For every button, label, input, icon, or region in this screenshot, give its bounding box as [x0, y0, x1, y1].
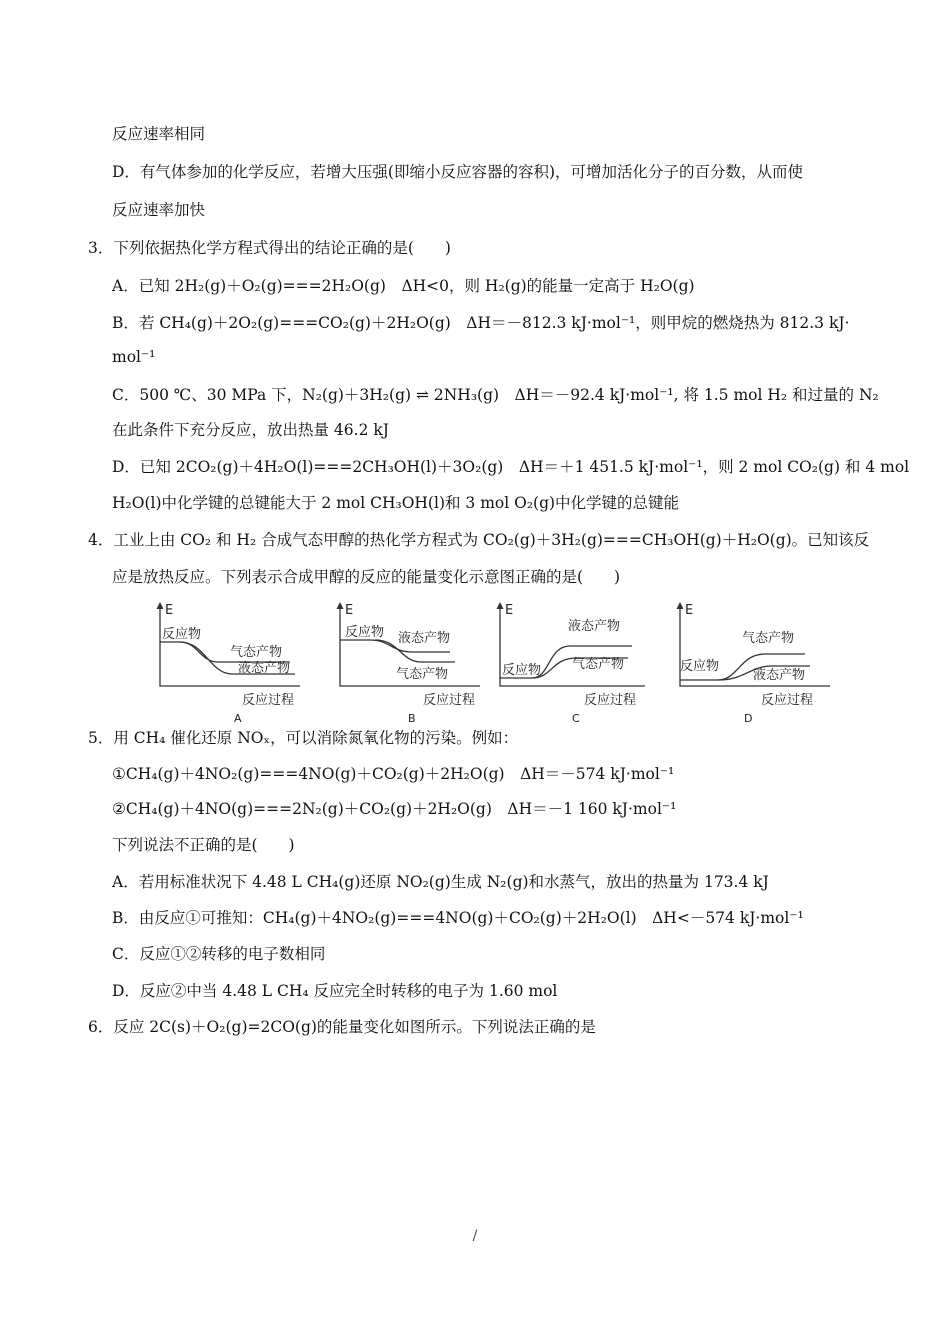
question-3-option-a: A．已知 2H₂(g)＋O₂(g)===2H₂O(g) ΔH<0，则 H₂(g)的能量一定高于 H₂O(g) [112, 277, 695, 295]
question-5-reaction-1: ①CH₄(g)＋4NO₂(g)===4NO(g)＋CO₂(g)＋2H₂O(g) ΔH＝－574 kJ·mol⁻¹ [112, 765, 675, 783]
arrow-icon [497, 602, 504, 609]
question-4: 4．工业上由 CO₂ 和 H₂ 合成气态甲醇的热化学方程式为 CO₂(g)＋3H₂(g)===CH₃OH(g)＋H₂O(g)。已知该反 [88, 531, 870, 549]
diagram-d-reactant: 反应物 [680, 659, 720, 674]
diagram-a-gas: 气态产物 [230, 645, 283, 660]
arrow-icon [677, 602, 684, 609]
diagram-c-letter: C [572, 712, 580, 725]
page-footer: / [472, 1228, 478, 1244]
diagram-c-axis-y: E [505, 603, 514, 618]
question-5: 5．用 CH₄ 催化还原 NOₓ，可以消除氮氧化物的污染。例如： [88, 729, 519, 747]
question-5-option-a: A．若用标准状况下 4.48 L CH₄(g)还原 NO₂(g)生成 N₂(g)和水蒸气，放出的热量为 173.4 kJ [112, 873, 769, 891]
diagram-a-letter: A [234, 712, 242, 725]
question-3-option-d: D．已知 2CO₂(g)＋4H₂O(l)===2CH₃OH(l)＋3O₂(g) ΔH＝＋1 451.5 kJ·mol⁻¹，则 2 mol CO₂(g) 和 4 mol [112, 458, 910, 476]
diagram-d-letter: D [744, 712, 753, 725]
diagram-c-liquid: 液态产物 [568, 619, 621, 634]
arrow-icon [157, 602, 164, 609]
question-5-prompt: 下列说法不正确的是( ) [112, 836, 295, 854]
question-3: 3．下列依据热化学方程式得出的结论正确的是( ) [88, 239, 451, 257]
line-2: D．有气体参加的化学反应，若增大压强(即缩小反应容器的容积)，可增加活化分子的百分数，从而使 [112, 163, 804, 181]
diagram-a-liquid: 液态产物 [238, 661, 291, 676]
question-5-option-c: C．反应①②转移的电子数相同 [112, 945, 326, 963]
diagram-c-gas: 气态产物 [572, 657, 625, 672]
arrow-icon [337, 602, 344, 609]
question-5-reaction-2: ②CH₄(g)＋4NO(g)===2N₂(g)＋CO₂(g)＋2H₂O(g) ΔH＝－1 160 kJ·mol⁻¹ [112, 800, 677, 818]
question-3-option-d-cont: H₂O(l)中化学键的总键能大于 2 mol CH₃OH(l)和 3 mol O₂(g)中化学键的总键能 [112, 494, 680, 512]
diagram-b-gas: 气态产物 [396, 667, 449, 682]
question-3-option-b: B．若 CH₄(g)＋2O₂(g)===CO₂(g)＋2H₂O(g) ΔH＝－812.3 kJ·mol⁻¹，则甲烷的燃烧热为 812.3 kJ· [112, 314, 850, 332]
diagram-d-axis-y: E [685, 603, 694, 618]
diagram-a-axis-y: E [165, 603, 174, 618]
line-1: 反应速率相同 [112, 125, 206, 143]
diagram-b-letter: B [408, 712, 416, 725]
diagram-a-axis-x: 反应过程 [242, 693, 295, 708]
diagram-c-axis-x: 反应过程 [584, 693, 637, 708]
diagram-d-axis-x: 反应过程 [761, 693, 814, 708]
energy-diagrams [150, 600, 830, 725]
diagram-b-axis-x: 反应过程 [423, 693, 476, 708]
question-3-option-c-cont: 在此条件下充分反应，放出热量 46.2 kJ [112, 421, 389, 439]
diagram-b-liquid: 液态产物 [398, 631, 451, 646]
question-5-option-d: D．反应②中当 4.48 L CH₄ 反应完全时转移的电子为 1.60 mol [112, 982, 558, 1000]
diagram-b-axis-y: E [345, 603, 354, 618]
diagram-b-reactant: 反应物 [345, 625, 385, 640]
line-3: 反应速率加快 [112, 201, 206, 219]
question-5-option-b: B．由反应①可推知：CH₄(g)＋4NO₂(g)===4NO(g)＋CO₂(g)＋2H₂O(l) ΔH<－574 kJ·mol⁻¹ [112, 909, 804, 927]
question-3-option-b-cont: mol⁻¹ [112, 348, 156, 366]
diagram-c-reactant: 反应物 [502, 663, 542, 678]
question-3-option-c: C．500 ℃、30 MPa 下，N₂(g)＋3H₂(g) ⇌ 2NH₃(g) ΔH＝－92.4 kJ·mol⁻¹, 将 1.5 mol H₂ 和过量的 N₂ [112, 386, 879, 404]
diagram-a-reactant: 反应物 [162, 627, 202, 642]
question-4-cont: 应是放热反应。下列表示合成甲醇的反应的能量变化示意图正确的是( ) [112, 568, 621, 586]
diagram-d-liquid: 液态产物 [753, 668, 806, 683]
question-6: 6．反应 2C(s)＋O₂(g)=2CO(g)的能量变化如图所示。下列说法正确的是 [88, 1018, 596, 1036]
diagram-d-gas: 气态产物 [742, 631, 795, 646]
